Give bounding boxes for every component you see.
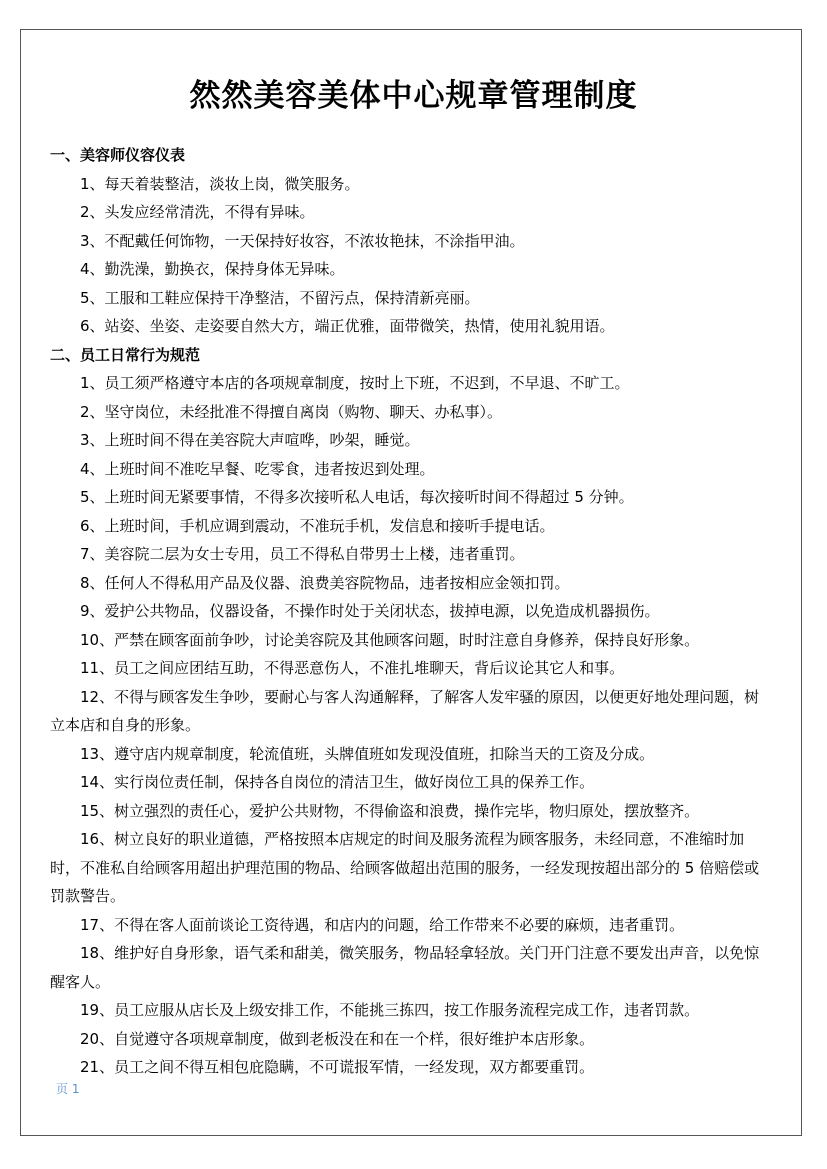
- list-item: 1、每天着装整洁，淡妆上岗，微笑服务。: [80, 174, 360, 193]
- document-body: [50, 141, 770, 1082]
- section-grooming: [50, 141, 770, 341]
- list-item: 3、上班时间不得在美容院大声喧哗，吵架，睡觉。: [80, 431, 420, 449]
- list-item: 7、美容院二层为女士专用，员工不得私自带男士上楼，违者重罚。: [80, 545, 525, 563]
- list-item: 11、员工之间应团结互助，不得恶意伤人，不准扎堆聊天，背后议论其它人和事。: [80, 659, 625, 677]
- section-heading: 二、员工日常行为规范: [50, 345, 201, 364]
- list-item: 19、员工应服从店长及上级安排工作，不能挑三拣四，按工作服务流程完成工作，违者罚款。: [80, 1001, 700, 1019]
- list-item: 4、勤洗澡，勤换衣，保持身体无异味。: [80, 260, 345, 278]
- list-item: 20、自觉遵守各项规章制度，做到老板没在和在一个样，很好维护本店形象。: [80, 1029, 595, 1048]
- list-item: 18、维护好自身形象，语气柔和甜美，微笑服务，物品轻拿轻放。关门开门注意不要发出声音，以免惊醒客人。: [50, 944, 760, 991]
- list-item: 6、站姿、坐姿、走姿要自然大方，端正优雅，面带微笑，热情，使用礼貌用语。: [80, 317, 615, 335]
- list-item: 15、树立强烈的责任心，爱护公共财物，不得偷盗和浪费，操作完毕，物归原处，摆放整齐。: [80, 801, 700, 820]
- list-item: 17、不得在客人面前谈论工资待遇，和店内的问题，给工作带来不必要的麻烦，违者重罚。: [80, 915, 685, 934]
- list-item: 2、坚守岗位，未经批准不得擅自离岗（购物、聊天、办私事）。: [80, 402, 503, 421]
- list-item: 9、爱护公共物品，仪器设备，不操作时处于关闭状态，拔掉电源，以免造成机器损伤。: [80, 602, 660, 620]
- list-item: 13、遵守店内规章制度，轮流值班，头牌值班如发现没值班，扣除当天的工资及分成。: [80, 744, 655, 763]
- list-item: 21、员工之间不得互相包庇隐瞒，不可谎报军情，一经发现，双方都要重罚。: [80, 1058, 595, 1076]
- list-item: 1、员工须严格遵守本店的各项规章制度，按时上下班，不迟到，不早退、不旷工。: [80, 374, 630, 392]
- document-title: 然然美容美体中心规章管理制度: [189, 78, 638, 114]
- list-item: 6、上班时间，手机应调到震动，不准玩手机，发信息和接听手提电话。: [80, 516, 555, 535]
- list-item: 5、工服和工鞋应保持干净整洁，不留污点，保持清新亮丽。: [80, 288, 480, 307]
- list-item: 4、上班时间不准吃早餐、吃零食，违者按迟到处理。: [80, 459, 435, 478]
- list-item: 12、不得与顾客发生争吵，要耐心与客人沟通解释，了解客人发牢骚的原因，以便更好地处理问题，树立本店和自身的形象。: [50, 687, 760, 734]
- section-conduct: [50, 341, 770, 1082]
- list-item: 14、实行岗位责任制，保持各自岗位的清洁卫生，做好岗位工具的保养工作。: [80, 773, 595, 791]
- page-number: 页 1: [56, 1082, 80, 1096]
- section-heading: 一、美容师仪容仪表: [50, 146, 186, 164]
- list-item: 2、头发应经常清洗，不得有异味。: [80, 203, 315, 221]
- list-item: 8、任何人不得私用产品及仪器、浪费美容院物品，违者按相应金领扣罚。: [80, 573, 570, 592]
- list-item: 10、严禁在顾客面前争吵，讨论美容院及其他顾客问题，时时注意自身修养，保持良好形象。: [80, 630, 700, 649]
- list-item: 5、上班时间无紧要事情，不得多次接听私人电话，每次接听时间不得超过 5 分钟。: [80, 488, 634, 506]
- list-item: 3、不配戴任何饰物，一天保持好妆容，不浓妆艳抹，不涂指甲油。: [80, 231, 525, 250]
- list-item: 16、树立良好的职业道德，严格按照本店规定的时间及服务流程为顾客服务，未经同意，不准缩时加时，不准私自给顾客用超出护理范围的物品、给顾客做超出范围的服务，一经发现按超出部分的 5 倍赔偿或罚款警告。: [50, 830, 760, 905]
